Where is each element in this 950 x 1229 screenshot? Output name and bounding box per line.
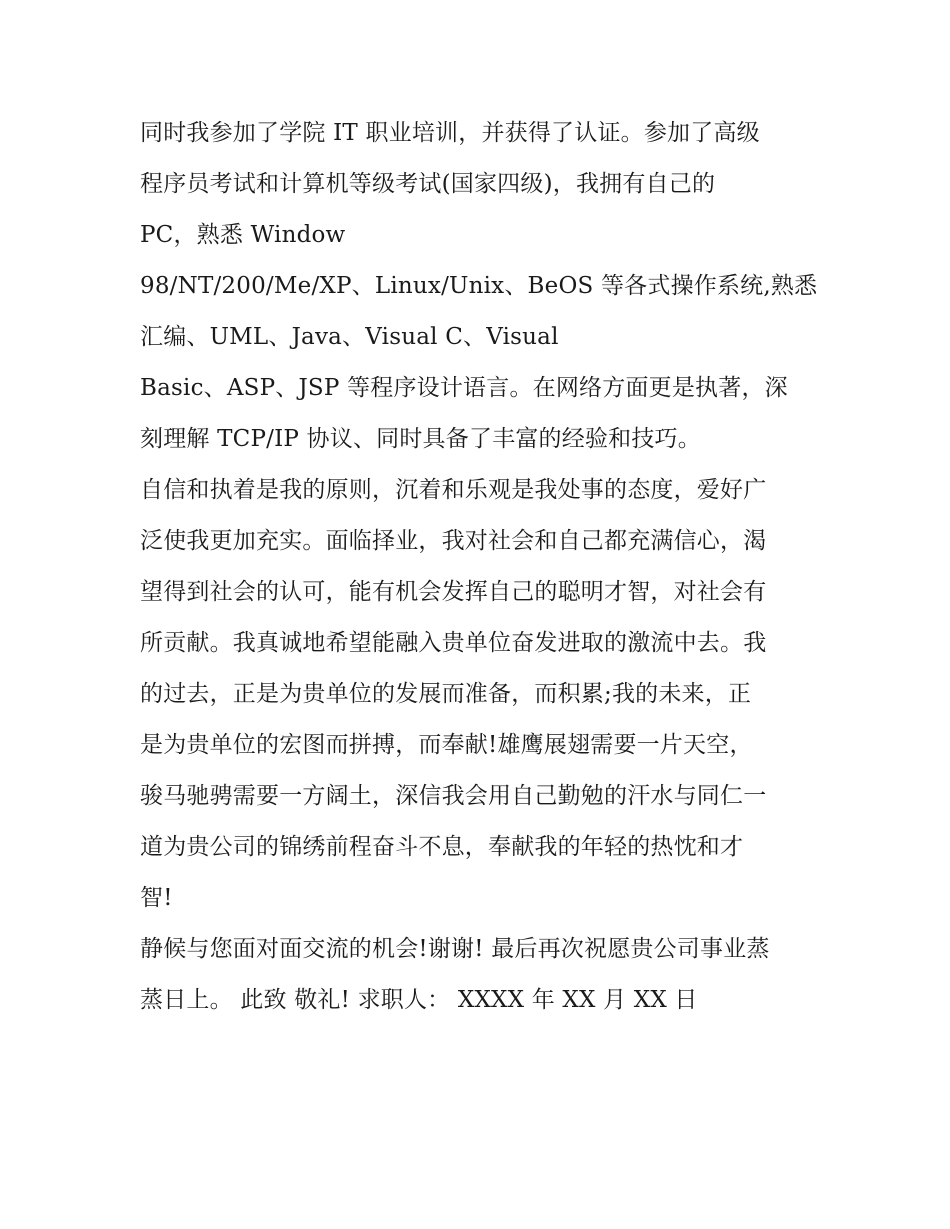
text-line: 智!: [140, 885, 173, 911]
document-body: [140, 108, 840, 1026]
text-line: 是为贵单位的宏图而拼搏，而奉献!雄鹰展翅需要一片天空，: [140, 732, 753, 758]
text-line: Basic、ASP、JSP 等程序设计语言。在网络方面更是执著，深: [140, 375, 788, 401]
text-line: 汇编、UML、Java、Visual C、Visual: [140, 324, 559, 350]
text-line: 自信和执着是我的原则，沉着和乐观是我处事的态度，爱好广: [140, 477, 767, 503]
text-line: 同时我参加了学院 IT 职业培训，并获得了认证。参加了高级: [140, 120, 760, 146]
text-line: PC，熟悉 Window: [140, 222, 346, 248]
text-line: 骏马驰骋需要一方阔土，深信我会用自己勤勉的汗水与同仁一: [140, 783, 767, 809]
text-line: 所贡献。我真诚地希望能融入贵单位奋发进取的激流中去。我: [140, 630, 767, 656]
text-line: 程序员考试和计算机等级考试(国家四级)，我拥有自己的: [140, 171, 716, 197]
text-line: 的过去，正是为贵单位的发展而准备，而积累;我的未来，正: [140, 681, 752, 707]
text-line: 静候与您面对面交流的机会!谢谢! 最后再次祝愿贵公司事业蒸: [140, 936, 770, 962]
text-line: 刻理解 TCP/IP 协议、同时具备了丰富的经验和技巧。: [140, 426, 701, 452]
text-line: 泛使我更加充实。面临择业，我对社会和自己都充满信心，渴: [140, 528, 767, 554]
text-line: 98/NT/200/Me/XP、Linux/Unix、BeOS 等各式操作系统,熟悉: [140, 273, 818, 299]
text-line: 蒸日上。 此致 敬礼! 求职人： XXXX 年 XX 月 XX 日: [140, 987, 698, 1013]
text-line: 望得到社会的认可，能有机会发挥自己的聪明才智，对社会有: [140, 579, 767, 605]
text-line: 道为贵公司的锦绣前程奋斗不息，奉献我的年轻的热忱和才: [140, 834, 744, 860]
